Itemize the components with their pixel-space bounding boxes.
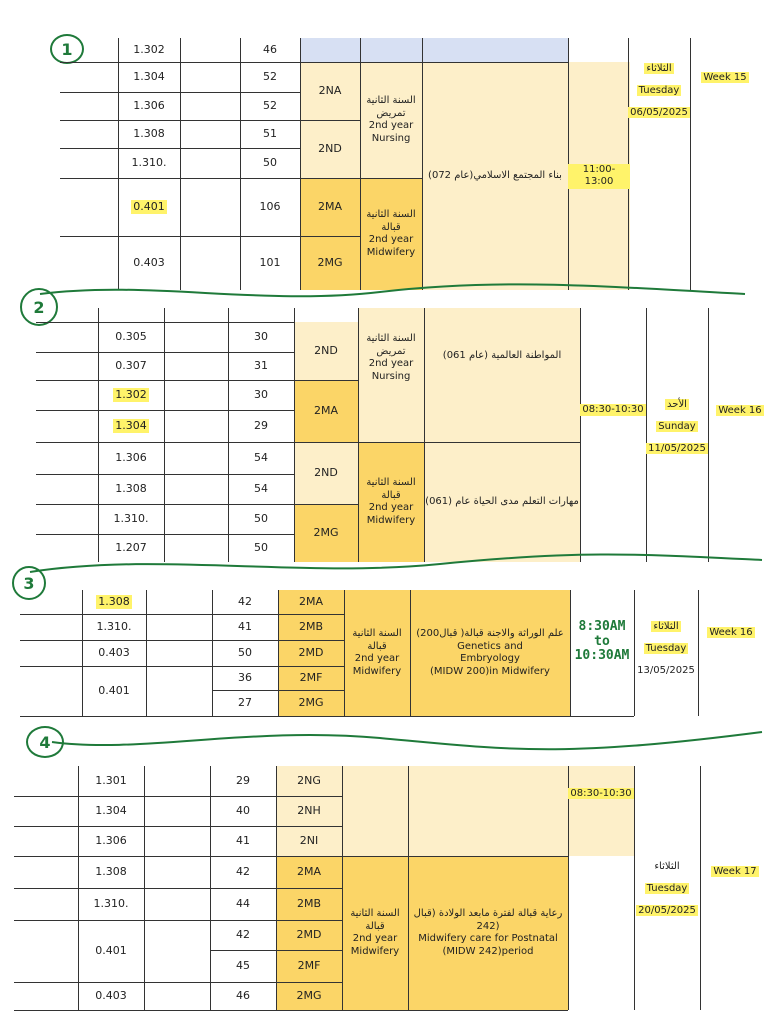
student-count: 40 — [236, 804, 250, 818]
student-count: 29 — [254, 419, 268, 433]
group-code: 2ND — [314, 344, 338, 358]
week-cell — [712, 405, 768, 416]
group-code: 2NA — [318, 84, 342, 98]
week-label: Week 16 — [718, 405, 762, 416]
room-number: 1.306 — [133, 99, 165, 113]
room-cell — [82, 590, 146, 614]
week-label: Week 15 — [703, 72, 747, 83]
course-name: المواطنة العالمية (عام 061) — [442, 349, 562, 361]
group-code: 2MA — [313, 404, 338, 418]
group-code: 2NH — [297, 804, 321, 818]
room-number: 1.308 — [115, 482, 147, 496]
room-cell — [98, 380, 164, 410]
group-code: 2MF — [299, 671, 323, 685]
student-count: 50 — [263, 156, 277, 170]
group-code: 2MB — [296, 897, 322, 911]
room-number: 1.308 — [95, 865, 127, 879]
group-code: 2MG — [298, 696, 324, 710]
group-code: 2MG — [317, 256, 343, 270]
day-cell — [634, 610, 698, 687]
section-marker-2: 2 — [20, 288, 58, 326]
year-label: السنة الثانية قبالة 2nd year Midwifery — [352, 628, 402, 677]
room-number: 0.401 — [98, 684, 130, 698]
time-slot: 11:00-13:00 — [568, 164, 630, 189]
room-number: 1.302 — [133, 43, 165, 57]
room-number: 0.401 — [95, 944, 127, 958]
day-arabic: الثلاثاء — [654, 861, 680, 872]
room-number: 1.302 — [115, 388, 147, 402]
course-name: علم الوراثة والاجنة قبالة( قبال200) Genetics and Embryology (MIDW 200)in Midwifery — [416, 628, 564, 677]
student-count: 50 — [254, 541, 268, 555]
room-number: 1.207 — [115, 541, 147, 555]
student-count: 54 — [254, 451, 268, 465]
year-label: السنة الثانية قبالة 2nd year Midwifery — [350, 908, 400, 957]
day-arabic: الثلاثاء — [653, 621, 679, 632]
student-count: 50 — [238, 646, 252, 660]
room-cell — [118, 178, 180, 236]
day-cell — [628, 52, 690, 129]
day-english: Sunday — [658, 421, 696, 432]
group-code: 2MG — [296, 989, 322, 1003]
student-count: 101 — [259, 256, 281, 270]
room-number: 1.301 — [95, 774, 127, 788]
student-count: 41 — [238, 620, 252, 634]
week-cell — [702, 866, 768, 877]
date: 06/05/2025 — [630, 107, 688, 118]
time-cell — [568, 62, 630, 290]
student-count: 42 — [236, 928, 250, 942]
day-cell — [646, 388, 708, 465]
student-count: 30 — [254, 388, 268, 402]
section-marker-3: 3 — [12, 566, 46, 600]
week-label: Week 17 — [713, 866, 757, 877]
group-code: 2MB — [298, 620, 324, 634]
year-label: السنة الثانية تمريض 2nd year Nursing — [366, 95, 416, 144]
section-marker-4: 4 — [26, 726, 64, 758]
student-count: 52 — [263, 99, 277, 113]
course-name: بناء المجتمع الاسلامي(عام 072) — [428, 169, 562, 181]
student-count: 50 — [254, 512, 268, 526]
student-count: 45 — [236, 959, 250, 973]
course-name: مهارات التعلم مدى الحياة عام (061) — [425, 495, 579, 507]
date: 20/05/2025 — [638, 905, 696, 916]
time-slot: 08:30-10:30 — [582, 403, 644, 415]
year-label: السنة الثانية قبالة 2nd year Midwifery — [366, 477, 416, 526]
room-number: 1.310. — [113, 512, 149, 526]
year-label: السنة الثانية تمريض 2nd year Nursing — [366, 333, 416, 382]
room-number: 0.403 — [98, 646, 130, 660]
room-number: 0.401 — [133, 200, 165, 214]
time-cell — [580, 308, 646, 512]
time-cell — [568, 788, 634, 799]
time-cell-bg — [568, 766, 634, 856]
room-number: 1.304 — [115, 419, 147, 433]
group-code: 2MA — [296, 865, 321, 879]
date: 13/05/2025 — [637, 665, 695, 676]
room-number: 1.310. — [93, 897, 129, 911]
student-count: 30 — [254, 330, 268, 344]
course-name: رعاية قبالة لفترة مابعد الولادة (قبال 242) Midwifery care for Postnatal (MIDW 242)period — [413, 908, 563, 957]
group-code: 2MD — [298, 646, 324, 660]
student-count: 52 — [263, 70, 277, 84]
group-code: 2MA — [298, 595, 323, 609]
student-count: 42 — [238, 595, 252, 609]
group-code: 2NI — [299, 834, 319, 848]
room-number: 0.403 — [133, 256, 165, 270]
room-number: 0.403 — [95, 989, 127, 1003]
year-cell-bg — [342, 766, 408, 856]
day-arabic: الأحد — [667, 399, 687, 410]
student-count: 36 — [238, 671, 252, 685]
divider-wave — [0, 724, 768, 760]
student-count: 29 — [236, 774, 250, 788]
student-count: 106 — [259, 200, 281, 214]
handwritten-time: 8:30AM to 10:30AM — [574, 618, 630, 664]
year-label: السنة الثانية قبالة 2nd year Midwifery — [366, 209, 416, 258]
student-count: 41 — [236, 834, 250, 848]
student-count: 27 — [238, 696, 252, 710]
room-number: 1.310. — [131, 156, 167, 170]
student-count: 51 — [263, 127, 277, 141]
day-english: Tuesday — [646, 883, 688, 894]
section-marker-1: 1 — [50, 34, 84, 64]
room-number: 1.304 — [133, 70, 165, 84]
group-code: 2NG — [297, 774, 321, 788]
week-cell — [700, 627, 762, 638]
group-code: 2MA — [317, 200, 342, 214]
group-code: 2MG — [313, 526, 339, 540]
divider-wave — [0, 548, 768, 582]
student-count: 54 — [254, 482, 268, 496]
divider-wave — [0, 282, 768, 308]
room-number: 1.306 — [115, 451, 147, 465]
day-english: Tuesday — [638, 85, 680, 96]
day-cell — [634, 850, 700, 927]
room-number: 0.305 — [115, 330, 147, 344]
room-number: 1.304 — [95, 804, 127, 818]
student-count: 42 — [236, 865, 250, 879]
week-cell — [690, 72, 760, 83]
group-code: 2MF — [297, 959, 321, 973]
group-code: 2MD — [296, 928, 322, 942]
room-number: 1.310. — [96, 620, 132, 634]
date: 11/05/2025 — [648, 443, 706, 454]
room-number: 1.306 — [95, 834, 127, 848]
group-code: 2ND — [318, 142, 342, 156]
room-number: 0.307 — [115, 359, 147, 373]
course-cell-bg — [408, 766, 568, 856]
header-band — [300, 38, 568, 62]
group-code: 2ND — [314, 466, 338, 480]
student-count: 31 — [254, 359, 268, 373]
student-count: 46 — [263, 43, 277, 57]
room-number: 1.308 — [98, 595, 130, 609]
room-number: 1.308 — [133, 127, 165, 141]
room-cell — [98, 410, 164, 442]
student-count: 44 — [236, 897, 250, 911]
time-slot: 08:30-10:30 — [570, 788, 632, 799]
student-count: 46 — [236, 989, 250, 1003]
day-arabic: الثلاثاء — [646, 63, 672, 74]
week-label: Week 16 — [709, 627, 753, 638]
day-english: Tuesday — [645, 643, 687, 654]
